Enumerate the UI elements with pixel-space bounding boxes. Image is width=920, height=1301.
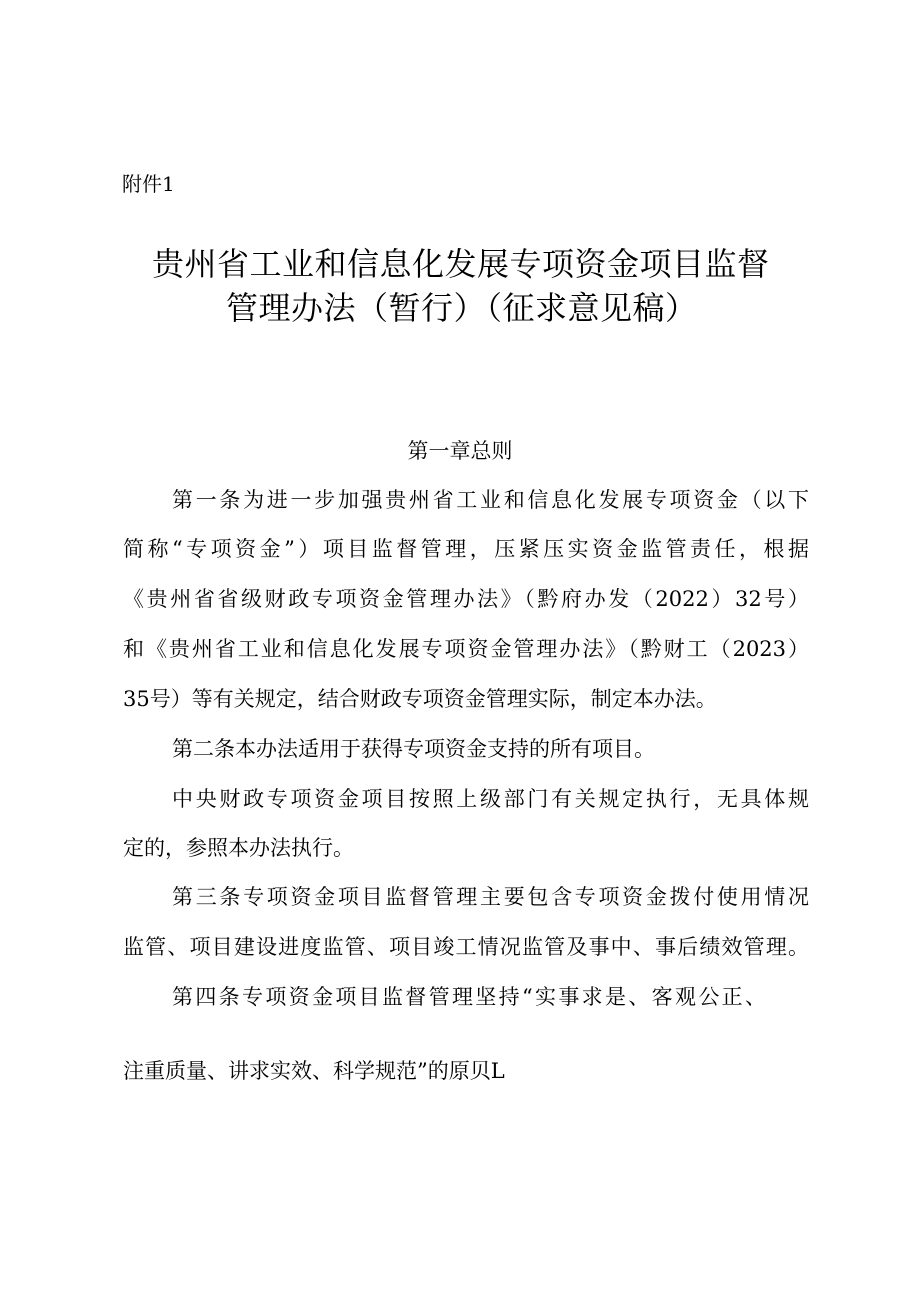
article3-line-1: 第三条专项资金项目监督管理主要包含专项资金拨付使用情况 [172, 885, 809, 909]
article1-line-5: 35号）等有关规定，结合财政专项资金管理实际，制定本办法。 [123, 687, 717, 711]
article4-line-2: 注重质量、讲求实效、科学规范”的原贝L [123, 1059, 505, 1083]
article3-line-2: 监管、项目建设进度监管、项目竣工情况监管及事中、事后绩效管理。 [123, 935, 809, 959]
article1-line-4: 和《贵州省工业和信息化发展专项资金管理办法》（黔财工（2023） [123, 637, 809, 661]
document-title-line-1: 贵州省工业和信息化发展专项资金项目监督 [152, 245, 770, 283]
article1-line-1: 第一条为进一步加强贵州省工业和信息化发展专项资金（以下 [172, 488, 809, 512]
document-title-line-2: 管理办法（暂行）（征求意见稿） [226, 289, 698, 327]
attachment-label: 附件1 [122, 172, 175, 196]
chapter-heading: 第一章总则 [407, 439, 513, 463]
article2-line-2: 中央财政专项资金项目按照上级部门有关规定执行，无具体规 [172, 787, 809, 811]
article1-line-3: 《贵州省省级财政专项资金管理办法》（黔府办发（2022）32号） [123, 587, 809, 611]
article1-line-2: 简称“专项资金”）项目监督管理，压紧压实资金监管责任，根据 [123, 537, 809, 561]
article4-line-1: 第四条专项资金项目监督管理坚持“实事求是、客观公正、 [172, 985, 766, 1009]
article2-line-3: 定的，参照本办法执行。 [123, 836, 354, 860]
article2-line-1: 第二条本办法适用于获得专项资金支持的所有项目。 [172, 737, 655, 761]
